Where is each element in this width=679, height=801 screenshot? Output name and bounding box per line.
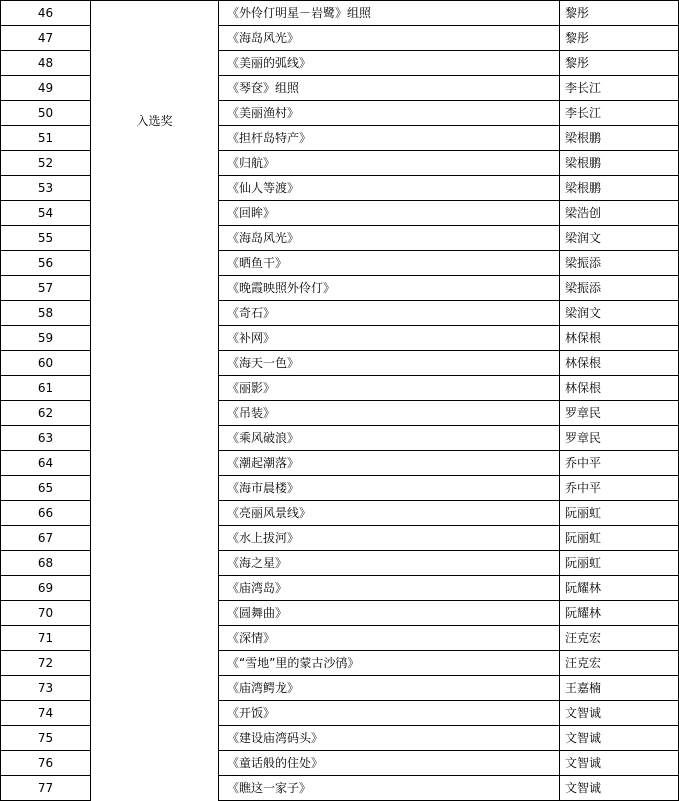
row-number: 47 — [1, 26, 91, 51]
author-name: 文智诚 — [560, 726, 679, 751]
work-title: 《海岛风光》 — [219, 226, 560, 251]
work-title: 《庙湾鳄龙》 — [219, 676, 560, 701]
author-name: 林保根 — [560, 351, 679, 376]
work-title: 《开饭》 — [219, 701, 560, 726]
row-number: 75 — [1, 726, 91, 751]
work-title: 《亮丽风景线》 — [219, 501, 560, 526]
work-title: 《庙湾岛》 — [219, 576, 560, 601]
author-name: 文智诚 — [560, 751, 679, 776]
author-name: 乔中平 — [560, 451, 679, 476]
author-name: 汪克宏 — [560, 626, 679, 651]
row-number: 73 — [1, 676, 91, 701]
row-number: 72 — [1, 651, 91, 676]
row-number: 76 — [1, 751, 91, 776]
row-number: 48 — [1, 51, 91, 76]
row-number: 60 — [1, 351, 91, 376]
work-title: 《美丽的弧线》 — [219, 51, 560, 76]
author-name: 梁振添 — [560, 276, 679, 301]
work-title: 《瞧这一家子》 — [219, 776, 560, 801]
author-name: 汪克宏 — [560, 651, 679, 676]
row-number: 56 — [1, 251, 91, 276]
work-title: 《海天一色》 — [219, 351, 560, 376]
author-name: 文智诚 — [560, 776, 679, 801]
work-title: 《奇石》 — [219, 301, 560, 326]
author-name: 文智诚 — [560, 701, 679, 726]
author-name: 黎彤 — [560, 51, 679, 76]
row-number: 64 — [1, 451, 91, 476]
work-title: 《晒鱼干》 — [219, 251, 560, 276]
work-title: 《海市晨楼》 — [219, 476, 560, 501]
row-number: 50 — [1, 101, 91, 126]
row-number: 57 — [1, 276, 91, 301]
author-name: 罗章民 — [560, 426, 679, 451]
row-number: 49 — [1, 76, 91, 101]
work-title: 《琴奁》组照 — [219, 76, 560, 101]
work-title: 《建设庙湾码头》 — [219, 726, 560, 751]
author-name: 黎彤 — [560, 1, 679, 26]
author-name: 乔中平 — [560, 476, 679, 501]
work-title: 《水上拔河》 — [219, 526, 560, 551]
row-number: 65 — [1, 476, 91, 501]
row-number: 53 — [1, 176, 91, 201]
work-title: 《美丽渔村》 — [219, 101, 560, 126]
row-number: 54 — [1, 201, 91, 226]
author-name: 李长江 — [560, 76, 679, 101]
table-row — [1, 1, 679, 26]
work-title: 《外伶仃明星－岩鹭》组照 — [219, 1, 560, 26]
author-name: 阮丽虹 — [560, 551, 679, 576]
work-title: 《补网》 — [219, 326, 560, 351]
row-number: 62 — [1, 401, 91, 426]
row-number: 58 — [1, 301, 91, 326]
work-title: 《“雪地”里的蒙古沙鸻》 — [219, 651, 560, 676]
author-name: 梁润文 — [560, 226, 679, 251]
awards-table-body — [1, 1, 679, 801]
author-name: 阮丽虹 — [560, 501, 679, 526]
author-name: 梁浩创 — [560, 201, 679, 226]
author-name: 罗章民 — [560, 401, 679, 426]
author-name: 阮耀林 — [560, 576, 679, 601]
work-title: 《深情》 — [219, 626, 560, 651]
author-name: 梁润文 — [560, 301, 679, 326]
author-name: 阮丽虹 — [560, 526, 679, 551]
author-name: 林保根 — [560, 376, 679, 401]
work-title: 《海之星》 — [219, 551, 560, 576]
author-name: 梁根鹏 — [560, 151, 679, 176]
award-category: 入选奖 — [91, 1, 219, 801]
author-name: 林保根 — [560, 326, 679, 351]
row-number: 77 — [1, 776, 91, 801]
author-name: 梁根鹏 — [560, 126, 679, 151]
work-title: 《吊装》 — [219, 401, 560, 426]
author-name: 梁振添 — [560, 251, 679, 276]
row-number: 68 — [1, 551, 91, 576]
work-title: 《仙人等渡》 — [219, 176, 560, 201]
work-title: 《乘风破浪》 — [219, 426, 560, 451]
row-number: 66 — [1, 501, 91, 526]
work-title: 《回眸》 — [219, 201, 560, 226]
row-number: 63 — [1, 426, 91, 451]
row-number: 59 — [1, 326, 91, 351]
work-title: 《圆舞曲》 — [219, 601, 560, 626]
author-name: 阮耀林 — [560, 601, 679, 626]
author-name: 黎彤 — [560, 26, 679, 51]
work-title: 《担杆岛特产》 — [219, 126, 560, 151]
work-title: 《潮起潮落》 — [219, 451, 560, 476]
work-title: 《丽影》 — [219, 376, 560, 401]
row-number: 69 — [1, 576, 91, 601]
row-number: 67 — [1, 526, 91, 551]
author-name: 李长江 — [560, 101, 679, 126]
work-title: 《童话般的住处》 — [219, 751, 560, 776]
row-number: 46 — [1, 1, 91, 26]
row-number: 70 — [1, 601, 91, 626]
author-name: 王嘉楠 — [560, 676, 679, 701]
work-title: 《归航》 — [219, 151, 560, 176]
row-number: 74 — [1, 701, 91, 726]
row-number: 52 — [1, 151, 91, 176]
row-number: 51 — [1, 126, 91, 151]
row-number: 71 — [1, 626, 91, 651]
work-title: 《晚霞映照外伶仃》 — [219, 276, 560, 301]
work-title: 《海岛风光》 — [219, 26, 560, 51]
row-number: 55 — [1, 226, 91, 251]
author-name: 梁根鹏 — [560, 176, 679, 201]
row-number: 61 — [1, 376, 91, 401]
